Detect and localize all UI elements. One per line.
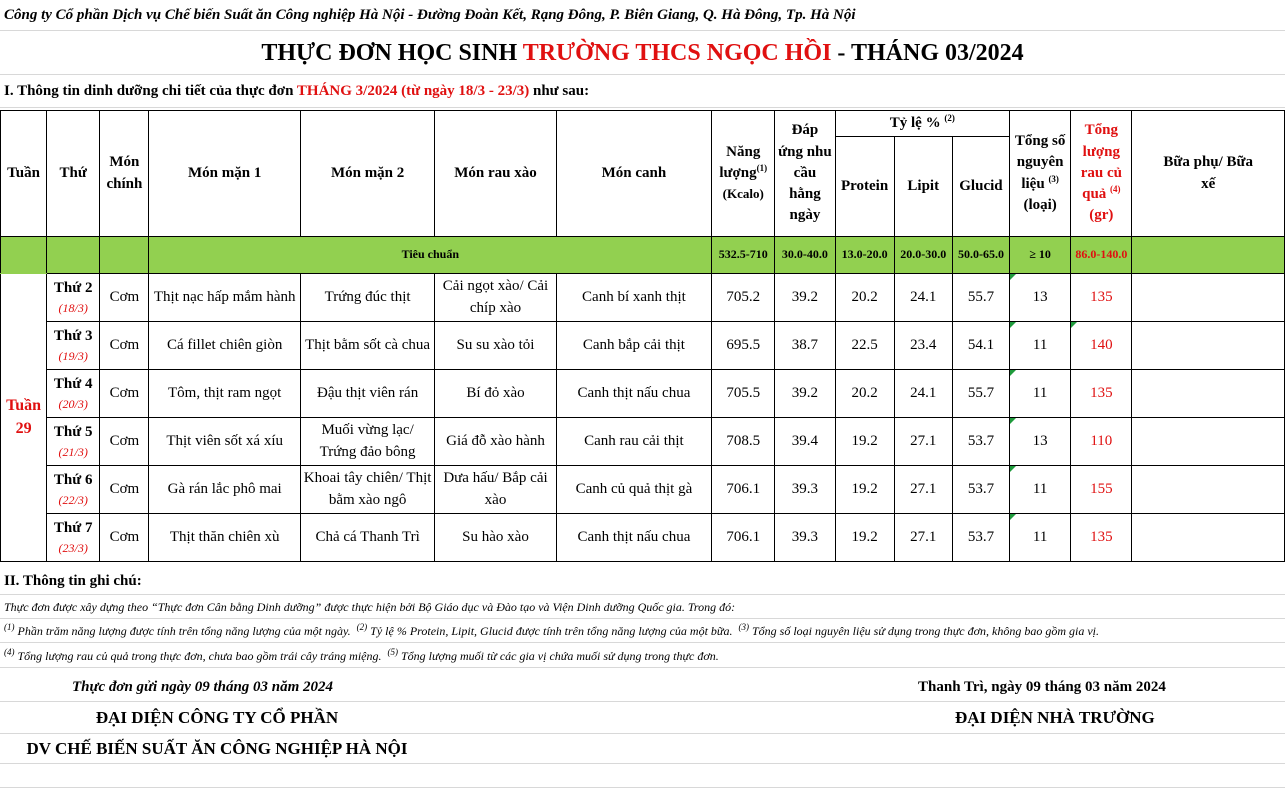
standard-dap-ung: 30.0-40.0 — [775, 237, 835, 274]
table-row — [1, 370, 1285, 418]
tong-rau-cell: 135 — [1071, 370, 1132, 418]
mon-canh-cell: Canh thịt nấu chua — [556, 514, 711, 562]
header-mon-chinh: Món chính — [100, 111, 149, 237]
day-name: Thứ 3 (19/3) — [47, 322, 100, 370]
dap-ung-cell: 39.3 — [775, 514, 835, 562]
mon-rau-xao-cell: Giá đỗ xào hành — [435, 418, 556, 466]
header-tong-so: Tổng số nguyên liệu $^{(3)}$ (loại) — [1010, 111, 1071, 237]
bua-phu-cell — [1132, 514, 1285, 562]
mon-man-2-cell: Chả cá Thanh Trì — [300, 514, 434, 562]
standard-nang-luong: 532.5-710 — [712, 237, 775, 274]
standard-row — [1, 237, 1285, 274]
lipit-cell: 24.1 — [894, 370, 952, 418]
tong-so-cell: 11 — [1010, 514, 1071, 562]
tong-rau-cell: 110 — [1071, 418, 1132, 466]
title-part-2: - THÁNG 03/2024 — [831, 40, 1024, 66]
mon-canh-cell: Canh thịt nấu chua — [556, 370, 711, 418]
mon-man-2-cell: Trứng đúc thịt — [300, 274, 434, 322]
mon-man-2-cell: Muối vừng lạc/ Trứng đảo bông — [300, 418, 434, 466]
protein-cell: 20.2 — [835, 370, 894, 418]
nang-luong-cell: 705.5 — [712, 370, 775, 418]
mon-rau-xao-cell: Su hào xào — [435, 514, 556, 562]
protein-cell: 19.2 — [835, 418, 894, 466]
lipit-cell: 27.1 — [894, 514, 952, 562]
header-mon-man-2: Món mặn 2 — [300, 111, 434, 237]
protein-cell: 22.5 — [835, 322, 894, 370]
mon-chinh-cell: Cơm — [100, 466, 149, 514]
lipit-cell: 23.4 — [894, 322, 952, 370]
nang-luong-cell: 706.1 — [712, 514, 775, 562]
section-2-heading: II. Thông tin ghi chú: — [0, 567, 1285, 595]
nang-luong-cell: 708.5 — [712, 418, 775, 466]
dates-row — [0, 672, 1285, 702]
dap-ung-cell: 38.7 — [775, 322, 835, 370]
page-title — [0, 31, 1285, 75]
rep-company-line-1: ĐẠI DIỆN CÔNG TY CỔ PHẦN — [95, 708, 339, 727]
dap-ung-cell: 39.3 — [775, 466, 835, 514]
menu-table — [0, 110, 1285, 562]
mon-rau-xao-cell: Bí đỏ xào — [435, 370, 556, 418]
header-mon-rau-xao: Món rau xào — [435, 111, 556, 237]
mon-man-2-cell: Khoai tây chiên/ Thịt bằm xào ngô — [300, 466, 434, 514]
protein-cell: 20.2 — [835, 274, 894, 322]
day-name: Thứ 6 (22/3) — [47, 466, 100, 514]
tong-so-cell: 11 — [1010, 370, 1071, 418]
header-nang-luong: Năng lượng$^{(1)}$ (Kcalo) — [712, 111, 775, 237]
mon-man-1-cell: Cá fillet chiên giòn — [149, 322, 300, 370]
mon-man-1-cell: Thịt viên sốt xá xíu — [149, 418, 300, 466]
section-1-highlight: THÁNG 3/2024 (từ ngày 18/3 - 23/3) — [296, 83, 530, 99]
header-bua-phu: Bữa phụ/ Bữa xế — [1132, 111, 1285, 237]
tong-rau-cell: 140 — [1071, 322, 1132, 370]
mon-man-2-cell: Đậu thịt viên rán — [300, 370, 434, 418]
glucid-cell: 54.1 — [952, 322, 1009, 370]
mon-chinh-cell: Cơm — [100, 418, 149, 466]
week-label: Tuần 29 — [1, 274, 47, 562]
title-school: TRƯỜNG THCS NGỌC HỒI — [522, 40, 832, 66]
sent-date: Thực đơn gửi ngày 09 tháng 03 năm 2024 — [72, 679, 334, 695]
day-name: Thứ 7 (23/3) — [47, 514, 100, 562]
table-row — [1, 322, 1285, 370]
header-mon-canh: Món canh — [556, 111, 711, 237]
glucid-cell: 55.7 — [952, 370, 1009, 418]
header-tong-rau: Tổng lượng rau củ quả $^{(4)}$ (gr) — [1071, 111, 1132, 237]
header-tuan: Tuần — [1, 111, 47, 237]
mon-rau-xao-cell: Cải ngọt xào/ Cải chíp xào — [435, 274, 556, 322]
rep-company-line-2: DV CHẾ BIẾN SUẤT ĂN CÔNG NGHIỆP HÀ NỘI — [26, 739, 408, 758]
mon-canh-cell: Canh rau cải thịt — [556, 418, 711, 466]
title-part-1: THỰC ĐƠN HỌC SINH — [261, 40, 523, 66]
mon-man-1-cell: Thịt nạc hấp mắm hành — [149, 274, 300, 322]
mon-rau-xao-cell: Su su xào tỏi — [435, 322, 556, 370]
place-date: Thanh Trì, ngày 09 tháng 03 năm 2024 — [918, 679, 1166, 695]
dap-ung-cell: 39.2 — [775, 370, 835, 418]
mon-canh-cell: Canh bí xanh thịt — [556, 274, 711, 322]
note-line-3: $^{(4)}$ Tổng lượng rau củ quả trong thực đơn, chưa bao gồm trái cây tráng miệng. $^{(5)}$ Tổng lượng muối từ các gia vị chứa muối sử dụng trong thực đơn. — [0, 644, 1285, 668]
header-mon-man-1: Món mặn 1 — [149, 111, 300, 237]
glucid-cell: 55.7 — [952, 274, 1009, 322]
tong-so-cell: 11 — [1010, 322, 1071, 370]
table-row — [1, 514, 1285, 562]
representatives-row-2 — [0, 734, 1285, 764]
bua-phu-cell — [1132, 370, 1285, 418]
tong-so-cell: 13 — [1010, 418, 1071, 466]
mon-chinh-cell: Cơm — [100, 274, 149, 322]
representatives-row — [0, 702, 1285, 734]
rep-school: ĐẠI DIỆN NHÀ TRƯỜNG — [955, 708, 1155, 727]
bua-phu-cell — [1132, 274, 1285, 322]
standard-protein: 13.0-20.0 — [835, 237, 894, 274]
glucid-cell: 53.7 — [952, 466, 1009, 514]
mon-chinh-cell: Cơm — [100, 370, 149, 418]
mon-rau-xao-cell: Dưa hấu/ Bắp cải xào — [435, 466, 556, 514]
header-protein: Protein — [835, 137, 894, 237]
mon-man-1-cell: Thịt thăn chiên xù — [149, 514, 300, 562]
day-name: Thứ 4 (20/3) — [47, 370, 100, 418]
standard-tong-rau: 86.0-140.0 — [1071, 237, 1132, 274]
bua-phu-cell — [1132, 322, 1285, 370]
glucid-cell: 53.7 — [952, 514, 1009, 562]
mon-man-1-cell: Tôm, thịt ram ngọt — [149, 370, 300, 418]
header-dap-ung: Đáp ứng nhu cầu hằng ngày — [775, 111, 835, 237]
glucid-cell: 53.7 — [952, 418, 1009, 466]
nang-luong-cell: 705.2 — [712, 274, 775, 322]
company-info: Công ty Cổ phần Dịch vụ Chế biến Suất ăn Công nghiệp Hà Nội - Đường Đoàn Kết, Rạng Đông, P. Biên Giang, Q. Hà Đông, Tp. Hà Nội — [0, 0, 1285, 31]
tong-rau-cell: 135 — [1071, 274, 1132, 322]
mon-man-1-cell: Gà rán lắc phô mai — [149, 466, 300, 514]
section-1-prefix: I. Thông tin dinh dưỡng chi tiết của thực đơn — [4, 83, 297, 99]
blank-row — [0, 764, 1285, 788]
lipit-cell: 24.1 — [894, 274, 952, 322]
dap-ung-cell: 39.2 — [775, 274, 835, 322]
mon-chinh-cell: Cơm — [100, 514, 149, 562]
bua-phu-cell — [1132, 466, 1285, 514]
lipit-cell: 27.1 — [894, 418, 952, 466]
dap-ung-cell: 39.4 — [775, 418, 835, 466]
lipit-cell: 27.1 — [894, 466, 952, 514]
header-ty-le: Tỷ lệ % $^{(2)}$ — [835, 111, 1010, 137]
note-line-2: $^{(1)}$ Phần trăm năng lượng được tính trên tổng năng lượng của một ngày. $^{(2)}$ Tỷ lệ % Protein, Lipit, Glucid được tính trên tổng năng lượng của một bữa. $^{(3)}$ Tổng số loại nguyên liệu sử dụng trong thực đơn, không bao gồm gia vị. — [0, 619, 1285, 643]
standard-lipit: 20.0-30.0 — [894, 237, 952, 274]
table-row — [1, 418, 1285, 466]
section-1-heading — [0, 75, 1285, 108]
header-lipit: Lipit — [894, 137, 952, 237]
mon-chinh-cell: Cơm — [100, 322, 149, 370]
table-row — [1, 274, 1285, 322]
protein-cell: 19.2 — [835, 514, 894, 562]
tong-so-cell: 11 — [1010, 466, 1071, 514]
tong-so-cell: 13 — [1010, 274, 1071, 322]
table-row — [1, 466, 1285, 514]
protein-cell: 19.2 — [835, 466, 894, 514]
standard-glucid: 50.0-65.0 — [952, 237, 1009, 274]
standard-label: Tiêu chuẩn — [149, 237, 712, 274]
mon-canh-cell: Canh bắp cải thịt — [556, 322, 711, 370]
section-1-suffix: như sau: — [529, 83, 590, 99]
day-name: Thứ 5 (21/3) — [47, 418, 100, 466]
tong-rau-cell: 135 — [1071, 514, 1132, 562]
header-glucid: Glucid — [952, 137, 1009, 237]
day-name: Thứ 2 (18/3) — [47, 274, 100, 322]
mon-man-2-cell: Thịt bằm sốt cà chua — [300, 322, 434, 370]
nang-luong-cell: 695.5 — [712, 322, 775, 370]
note-intro: Thực đơn được xây dựng theo “Thực đơn Cân bằng Dinh dưỡng” được thực hiện bởi Bộ Giáo dục và Đào tạo và Viện Dinh dưỡng Quốc gia. Trong đó: — [0, 595, 1285, 619]
standard-tong-so: ≥ 10 — [1010, 237, 1071, 274]
nang-luong-cell: 706.1 — [712, 466, 775, 514]
tong-rau-cell: 155 — [1071, 466, 1132, 514]
mon-canh-cell: Canh củ quả thịt gà — [556, 466, 711, 514]
header-thu: Thứ — [47, 111, 100, 237]
bua-phu-cell — [1132, 418, 1285, 466]
